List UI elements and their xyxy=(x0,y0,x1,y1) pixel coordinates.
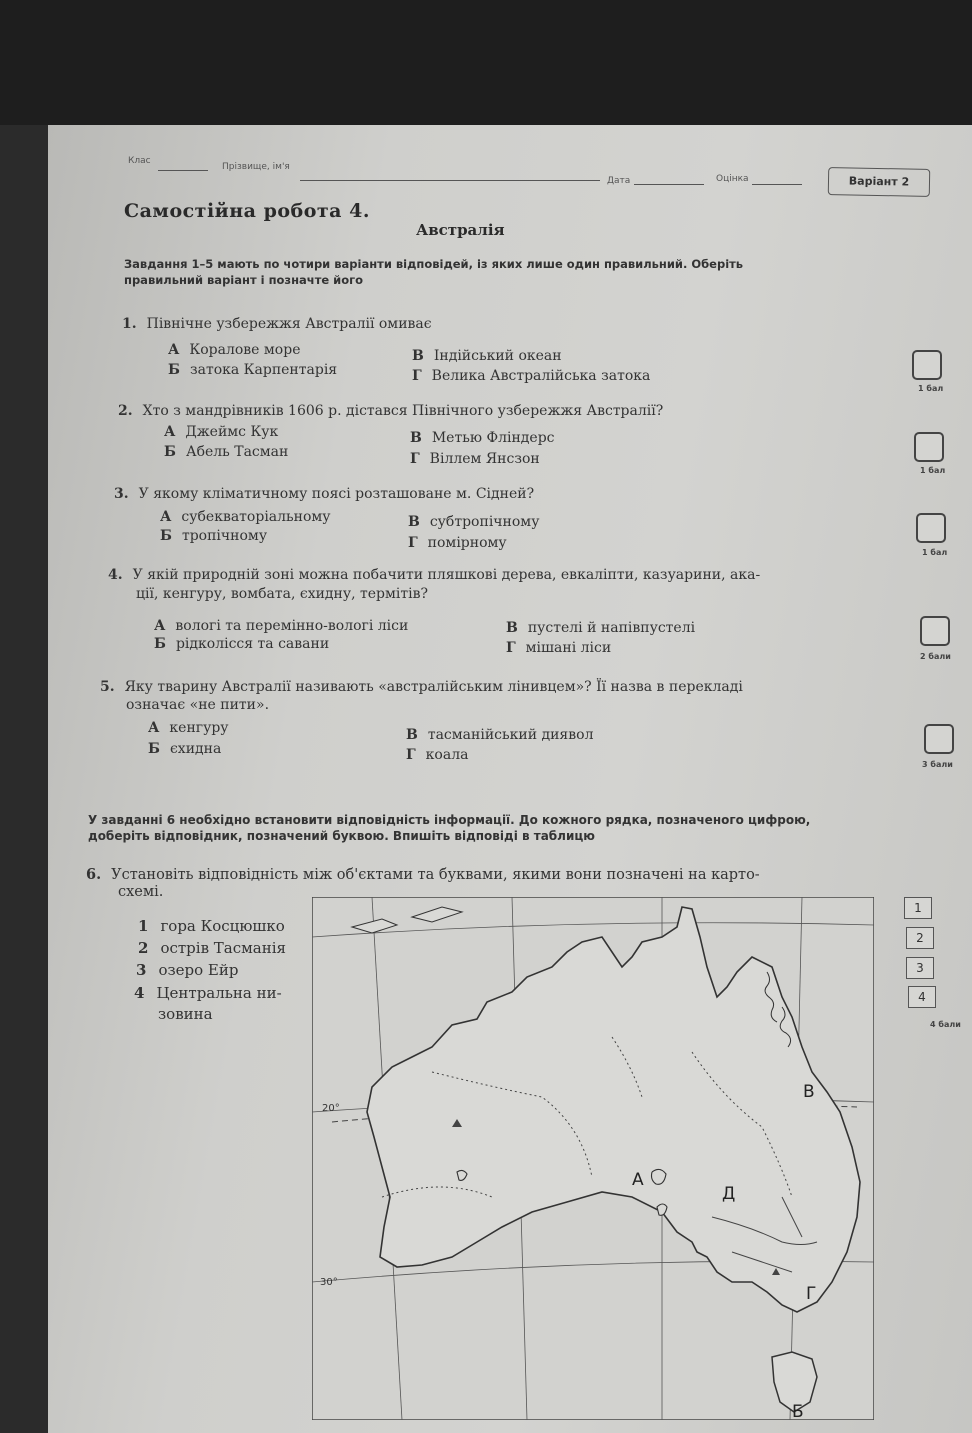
q4-option-a[interactable]: А вологі та перемінно-вологі ліси xyxy=(154,618,409,634)
q2-points: 1 бал xyxy=(920,466,946,475)
q2-option-g[interactable]: Г Віллем Янсзон xyxy=(410,451,540,467)
q1-option-a[interactable]: А Коралове море xyxy=(168,342,301,358)
q4-option-b[interactable]: Б рідколісся та савани xyxy=(154,636,330,652)
q3-option-v[interactable]: В субтропічному xyxy=(408,514,540,530)
name-line xyxy=(300,180,600,181)
question-5-cont: означає «не пити». xyxy=(126,697,270,713)
q5-answer-box[interactable] xyxy=(924,724,954,754)
q1-option-v[interactable]: В Індійський океан xyxy=(412,348,562,364)
map-letter-v: В xyxy=(803,1082,815,1102)
q3-option-a[interactable]: А субекваторіальному xyxy=(160,509,331,525)
q3-points: 1 бал xyxy=(922,548,948,557)
q6-item-2: 2 острів Тасманія xyxy=(138,939,286,957)
page-subtitle: Австралія xyxy=(416,221,505,239)
grade-line xyxy=(752,184,802,185)
question-4: 4. У якій природній зоні можна побачити пляшкові дерева, евкаліпти, казуарини, ака- xyxy=(108,567,761,583)
lat-30-label: 30° xyxy=(320,1277,338,1288)
question-6-cont: схемі. xyxy=(118,884,164,900)
q2-answer-box[interactable] xyxy=(914,432,944,462)
q6-cell-1[interactable]: 1 xyxy=(904,897,932,919)
q3-answer-box[interactable] xyxy=(916,513,946,543)
q6-cell-4[interactable]: 4 xyxy=(908,986,936,1008)
q2-option-b[interactable]: Б Абель Тасман xyxy=(164,444,289,460)
q5-points: 3 бали xyxy=(922,760,953,769)
question-3: 3. У якому кліматичному поясі розташоване м. Сідней? xyxy=(114,486,535,502)
q4-answer-box[interactable] xyxy=(920,616,950,646)
date-label: Дата xyxy=(607,176,631,186)
q2-option-a[interactable]: А Джеймс Кук xyxy=(164,424,279,440)
q3-option-b[interactable]: Б тропічному xyxy=(160,528,268,544)
grade-label: Оцінка xyxy=(716,174,749,184)
map-letter-g: Г xyxy=(806,1284,817,1304)
q6-cell-2[interactable]: 2 xyxy=(906,927,934,949)
q4-points: 2 бали xyxy=(920,652,951,661)
q1-option-b[interactable]: Б затока Карпентарія xyxy=(168,362,338,378)
question-1: 1. Північне узбережжя Австралії омиває xyxy=(122,316,432,332)
q2-option-v[interactable]: В Метью Фліндерс xyxy=(410,430,555,446)
q1-points: 1 бал xyxy=(918,384,944,393)
q5-option-b[interactable]: Б єхидна xyxy=(148,741,222,757)
question-5: 5. Яку тварину Австралії називають «австралійським лінивцем»? Її назва в перекладі xyxy=(100,679,743,695)
question-4-cont: ції, кенгуру, вомбата, єхидну, термітів? xyxy=(136,586,428,602)
instruction-2: У завданні 6 необхідно встановити відповідність інформації. До кожного рядка, позначеного цифрою, доберіть відповідник, позначений буквою. Впишіть відповіді в таблицю xyxy=(88,813,811,843)
date-line xyxy=(634,184,704,185)
q4-option-v[interactable]: В пустелі й напівпустелі xyxy=(506,620,696,636)
name-label: Прізвище, ім'я xyxy=(222,162,290,172)
q3-option-g[interactable]: Г помірному xyxy=(408,535,507,551)
australia-map xyxy=(312,897,874,1420)
map-letter-d: Д xyxy=(722,1184,736,1204)
q6-cell-3[interactable]: 3 xyxy=(906,957,934,979)
top-dark-bar xyxy=(0,0,972,125)
lat-20-label: 20° xyxy=(322,1103,340,1114)
q1-option-g[interactable]: Г Велика Австралійська затока xyxy=(412,368,651,384)
q6-item-4-cont: зовина xyxy=(158,1005,213,1023)
instruction-1: Завдання 1–5 мають по чотири варіанти відповідей, із яких лише один правильний. Оберіть правильний варіант і позначте його xyxy=(124,257,744,287)
q5-option-g[interactable]: Г коала xyxy=(406,747,469,763)
q6-item-3: 3 озеро Ейр xyxy=(136,961,239,979)
q6-item-1: 1 гора Косцюшко xyxy=(138,917,285,935)
class-label: Клас xyxy=(128,156,151,166)
q4-option-g[interactable]: Г мішані ліси xyxy=(506,640,612,656)
question-6: 6. Установіть відповідність між об'єктами та буквами, якими вони позначені на карто- xyxy=(86,866,760,883)
page-title: Самостійна робота 4. xyxy=(124,200,370,222)
map-letter-b: Б xyxy=(792,1402,804,1420)
q6-points: 4 бали xyxy=(930,1020,961,1029)
map-letter-a: А xyxy=(632,1170,644,1190)
question-2: 2. Хто з мандрівників 1606 р. дістався Північного узбережжя Австралії? xyxy=(118,403,664,419)
class-line xyxy=(158,170,208,171)
q6-item-4: 4 Центральна ни- xyxy=(134,984,282,1002)
q1-answer-box[interactable] xyxy=(912,350,942,380)
variant-badge: Варіант 2 xyxy=(828,167,930,197)
q5-option-a[interactable]: А кенгуру xyxy=(148,720,229,736)
q5-option-v[interactable]: В тасманійський диявол xyxy=(406,727,594,743)
